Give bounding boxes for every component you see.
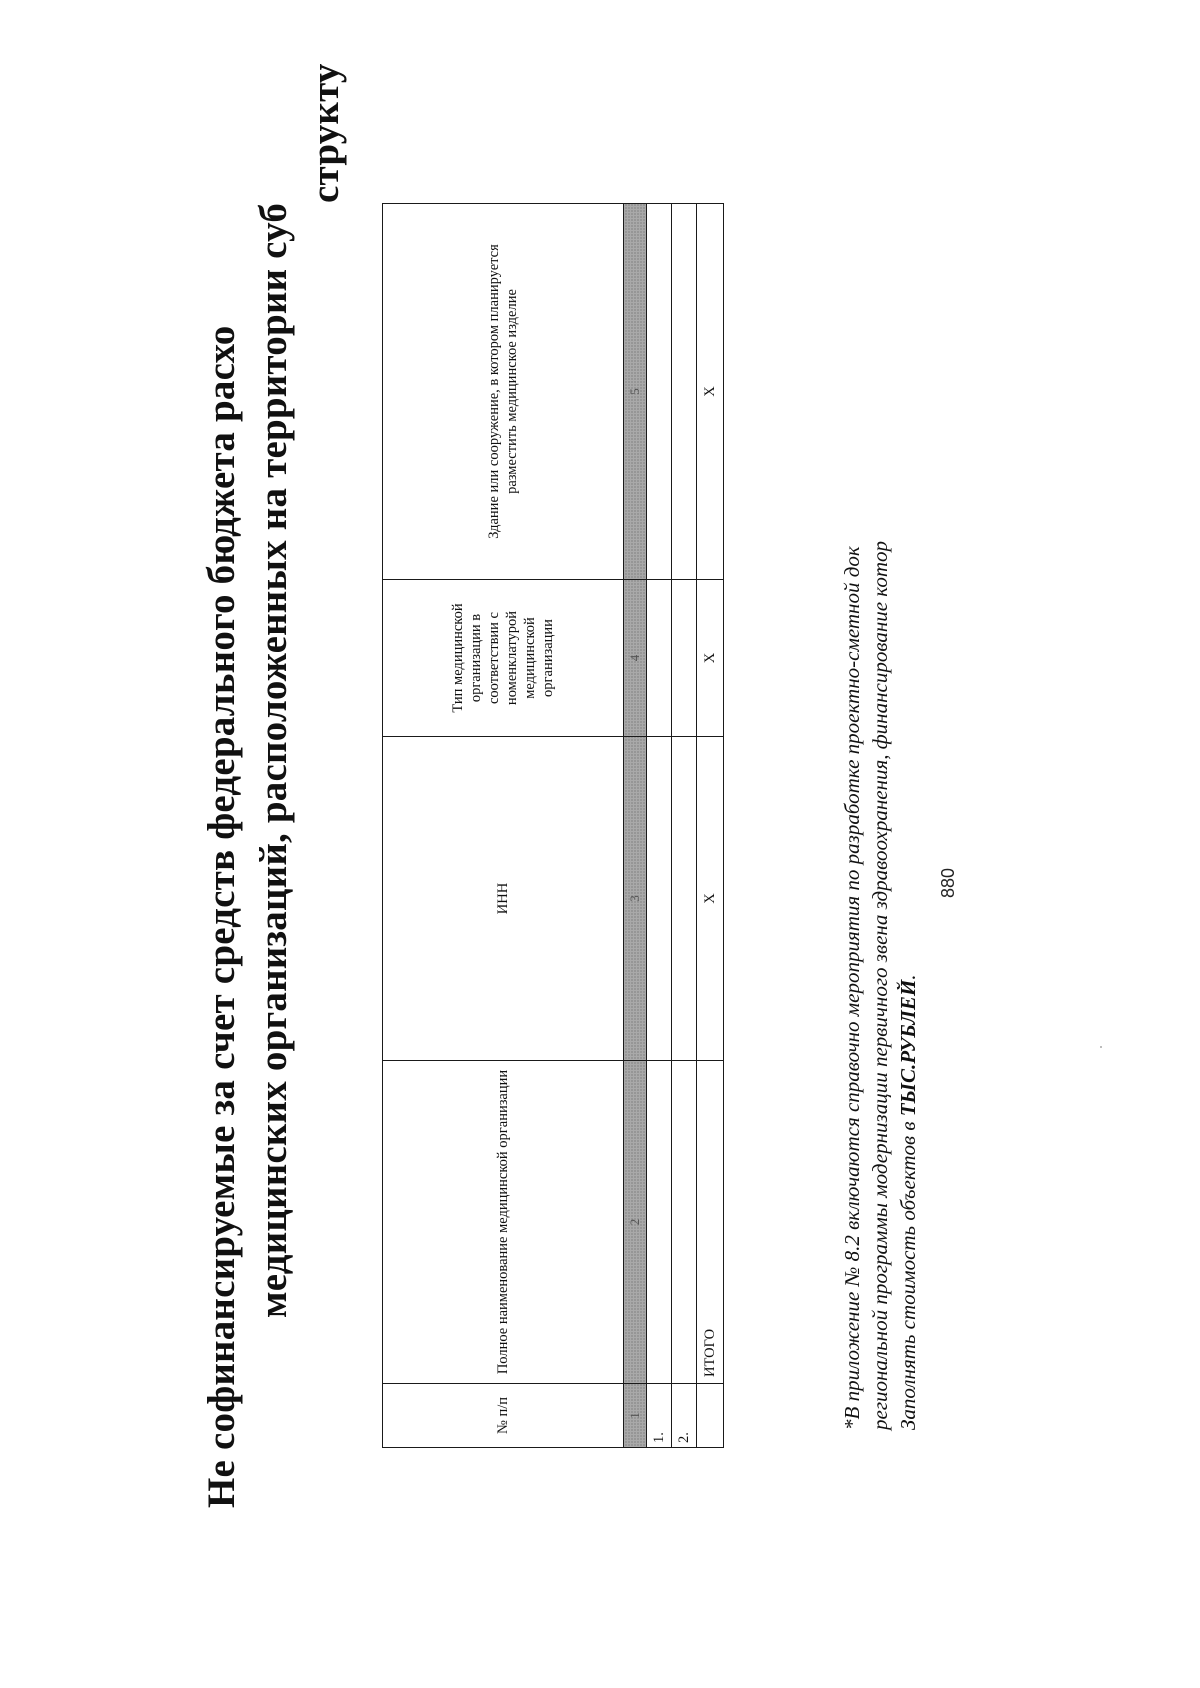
- total-row: [697, 204, 724, 1448]
- footnote-line-3-suffix: .: [896, 974, 920, 980]
- medical-organizations-table: [382, 204, 724, 1448]
- table-header-row: [383, 204, 624, 1448]
- inn-cell: [647, 737, 672, 1061]
- footnote-line-3-prefix: Заполнять стоимость объектов в: [896, 1116, 920, 1430]
- total-label: ИТОГО: [697, 1061, 724, 1384]
- total-inn-cell: Х: [697, 737, 724, 1061]
- column-number-cell: 5: [624, 204, 647, 580]
- total-building-cell: Х: [697, 204, 724, 580]
- organization-name-cell: [647, 1061, 672, 1384]
- title-line-1: Не софинансируемые за счет средств федерального бюджета расхо: [200, 325, 243, 1508]
- organization-name-cell: [672, 1061, 697, 1384]
- column-number-cell: 4: [624, 580, 647, 737]
- header-cell-number: № п/п: [383, 1384, 624, 1448]
- header-cell-organization-name: Полное наименование медицинской организации: [383, 1061, 624, 1384]
- table-row: [672, 204, 697, 1448]
- building-cell: [647, 204, 672, 580]
- total-number-cell: [697, 1384, 724, 1448]
- footnote: [838, 0, 922, 1430]
- page-number: 880: [938, 867, 958, 898]
- row-number-cell: 1.: [647, 1384, 672, 1448]
- column-number-cell: 1: [624, 1384, 647, 1448]
- header-cell-organization-type: Тип медицинской организации в соответствии с номенклатурой медицинской организации: [383, 580, 624, 737]
- document-title: [196, 0, 352, 1508]
- column-number-cell: 3: [624, 737, 647, 1061]
- table-row: [647, 204, 672, 1448]
- footnote-line-2: региональной программы модернизации первичного звена здравоохранения, финансирование котор: [868, 541, 892, 1430]
- scan-speck: [1100, 1046, 1102, 1048]
- row-number-cell: 2.: [672, 1384, 697, 1448]
- organization-type-cell: [672, 580, 697, 737]
- data-table: [382, 203, 724, 1448]
- building-cell: [672, 204, 697, 580]
- footnote-line-1: *В приложение № 8.2 включаются справочно мероприятия по разработке проектно-сметной док: [840, 546, 864, 1430]
- column-numbers-row: [624, 204, 647, 1448]
- title-line-3: структу: [304, 63, 347, 203]
- header-cell-inn: ИНН: [383, 737, 624, 1061]
- title-line-2: медицинских организаций, расположенных на территории суб: [252, 202, 295, 1318]
- column-number-cell: 2: [624, 1061, 647, 1384]
- header-cell-building: Здание или сооружение, в котором планируется разместить медицинское изделие: [383, 204, 624, 580]
- organization-type-cell: [647, 580, 672, 737]
- inn-cell: [672, 737, 697, 1061]
- total-type-cell: Х: [697, 580, 724, 737]
- footnote-units: ТЫС.РУБЛЕЙ: [896, 979, 920, 1117]
